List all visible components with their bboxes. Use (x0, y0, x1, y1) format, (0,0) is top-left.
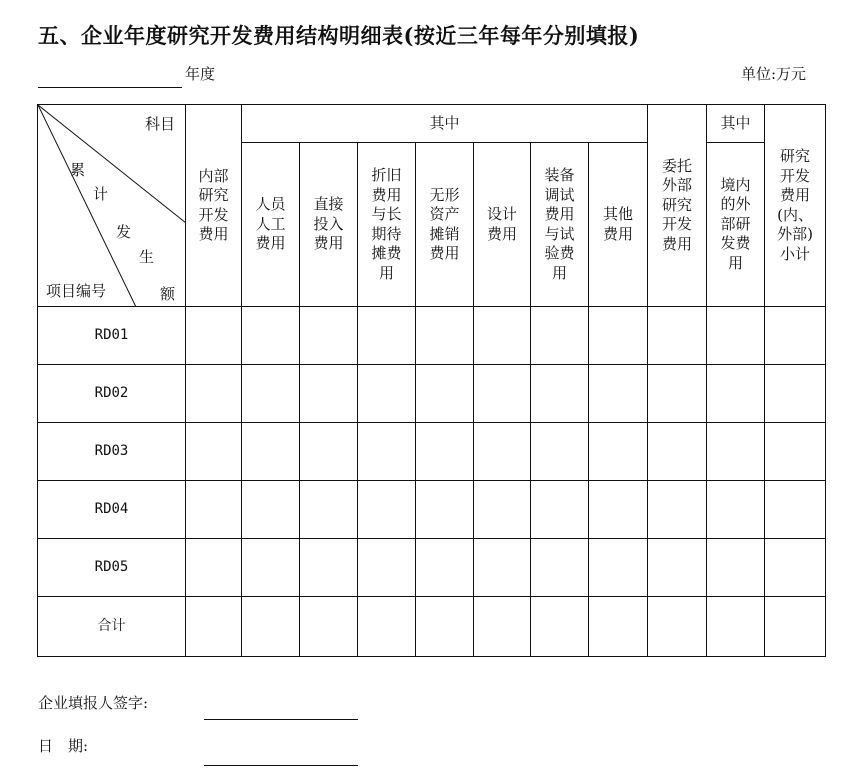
value-cell[interactable] (242, 307, 300, 365)
col-intangible: 无形 资产 摊销 费用 (416, 143, 474, 307)
date-label: 日 期: (38, 737, 89, 755)
value-cell[interactable] (531, 539, 589, 597)
table-row (38, 539, 826, 597)
unit-label: 单位:万元 (740, 65, 806, 83)
table-row (38, 481, 826, 539)
value-cell[interactable] (186, 365, 242, 423)
table-row (38, 365, 826, 423)
diag-accum-char: 计 (93, 185, 109, 203)
col-group-qizhong: 其中 (242, 105, 648, 143)
value-cell[interactable] (589, 307, 648, 365)
value-cell[interactable] (648, 539, 707, 597)
diagonal-lines (38, 105, 186, 307)
date-line[interactable] (204, 744, 358, 766)
col-other: 其他 费用 (589, 143, 648, 307)
form-title: 五、企业年度研究开发费用结构明细表(按近三年每年分别填报) (38, 23, 640, 48)
value-cell[interactable] (531, 365, 589, 423)
value-cell[interactable] (416, 481, 474, 539)
value-cell[interactable] (531, 597, 589, 657)
value-cell[interactable] (416, 423, 474, 481)
year-input-line[interactable] (38, 63, 182, 88)
value-cell[interactable] (358, 423, 416, 481)
diag-subject-label: 科目 (144, 115, 175, 133)
value-cell[interactable] (589, 539, 648, 597)
value-cell[interactable] (707, 307, 765, 365)
value-cell[interactable] (300, 365, 358, 423)
value-cell[interactable] (707, 365, 765, 423)
col-domestic-external: 境内 的外 部研 发费 用 (707, 143, 765, 307)
value-cell[interactable] (707, 597, 765, 657)
value-cell[interactable] (358, 539, 416, 597)
col-group-qizhong-2: 其中 (707, 105, 765, 143)
value-cell[interactable] (531, 423, 589, 481)
value-cell[interactable] (300, 539, 358, 597)
value-cell[interactable] (358, 307, 416, 365)
value-cell[interactable] (474, 597, 531, 657)
value-cell[interactable] (707, 481, 765, 539)
value-cell[interactable] (765, 307, 826, 365)
value-cell[interactable] (648, 307, 707, 365)
col-entrusted: 委托 外部 研究 开发 费用 (648, 105, 707, 307)
value-cell[interactable] (358, 365, 416, 423)
diag-project-label: 项目编号 (46, 282, 107, 300)
value-cell[interactable] (531, 307, 589, 365)
diag-accum-char: 发 (116, 223, 132, 241)
value-cell[interactable] (765, 539, 826, 597)
value-cell[interactable] (765, 481, 826, 539)
year-label: 年度 (185, 65, 216, 83)
value-cell[interactable] (648, 481, 707, 539)
value-cell[interactable] (186, 597, 242, 657)
filler-signature-label: 企业填报人签字: (38, 694, 149, 712)
value-cell[interactable] (300, 423, 358, 481)
value-cell[interactable] (589, 481, 648, 539)
value-cell[interactable] (416, 307, 474, 365)
value-cell[interactable] (186, 481, 242, 539)
table-row (38, 423, 826, 481)
col-total-rd: 研究 开发 费用 (内、 外部) 小计 (765, 105, 826, 307)
value-cell[interactable] (589, 423, 648, 481)
value-cell[interactable] (416, 539, 474, 597)
diagonal-header-cell (38, 105, 186, 307)
col-depreciation: 折旧 费用 与长 期待 摊费 用 (358, 143, 416, 307)
value-cell[interactable] (648, 597, 707, 657)
row-label: RD02 (38, 365, 186, 423)
value-cell[interactable] (416, 597, 474, 657)
value-cell[interactable] (531, 481, 589, 539)
value-cell[interactable] (300, 597, 358, 657)
table-row (38, 307, 826, 365)
diag-accum-char: 额 (160, 285, 176, 303)
value-cell[interactable] (358, 597, 416, 657)
value-cell[interactable] (474, 539, 531, 597)
value-cell[interactable] (474, 365, 531, 423)
diag-accum-char: 累 (70, 161, 86, 179)
col-equipment: 装备 调试 费用 与试 验费 用 (531, 143, 589, 307)
value-cell[interactable] (474, 307, 531, 365)
rd-expense-table (37, 104, 826, 657)
value-cell[interactable] (300, 307, 358, 365)
value-cell[interactable] (648, 365, 707, 423)
row-label: RD05 (38, 539, 186, 597)
value-cell[interactable] (242, 423, 300, 481)
col-design: 设计 费用 (474, 143, 531, 307)
value-cell[interactable] (589, 365, 648, 423)
value-cell[interactable] (242, 597, 300, 657)
value-cell[interactable] (242, 539, 300, 597)
col-internal-rd: 内部 研究 开发 费用 (186, 105, 242, 307)
value-cell[interactable] (242, 481, 300, 539)
col-direct-input: 直接 投入 费用 (300, 143, 358, 307)
row-label: RD03 (38, 423, 186, 481)
value-cell[interactable] (358, 481, 416, 539)
value-cell[interactable] (765, 365, 826, 423)
value-cell[interactable] (474, 423, 531, 481)
value-cell[interactable] (765, 597, 826, 657)
value-cell[interactable] (589, 597, 648, 657)
value-cell[interactable] (242, 365, 300, 423)
value-cell[interactable] (300, 481, 358, 539)
row-label: RD04 (38, 481, 186, 539)
value-cell[interactable] (707, 539, 765, 597)
value-cell[interactable] (765, 423, 826, 481)
value-cell[interactable] (416, 365, 474, 423)
value-cell[interactable] (186, 423, 242, 481)
value-cell[interactable] (474, 481, 531, 539)
value-cell[interactable] (186, 307, 242, 365)
value-cell[interactable] (648, 423, 707, 481)
table-row (38, 597, 826, 657)
filler-signature-line[interactable] (204, 700, 358, 720)
value-cell[interactable] (707, 423, 765, 481)
value-cell[interactable] (186, 539, 242, 597)
row-label: 合计 (38, 597, 186, 657)
diag-accum-char: 生 (139, 248, 155, 266)
col-personnel: 人员 人工 费用 (242, 143, 300, 307)
row-label: RD01 (38, 307, 186, 365)
